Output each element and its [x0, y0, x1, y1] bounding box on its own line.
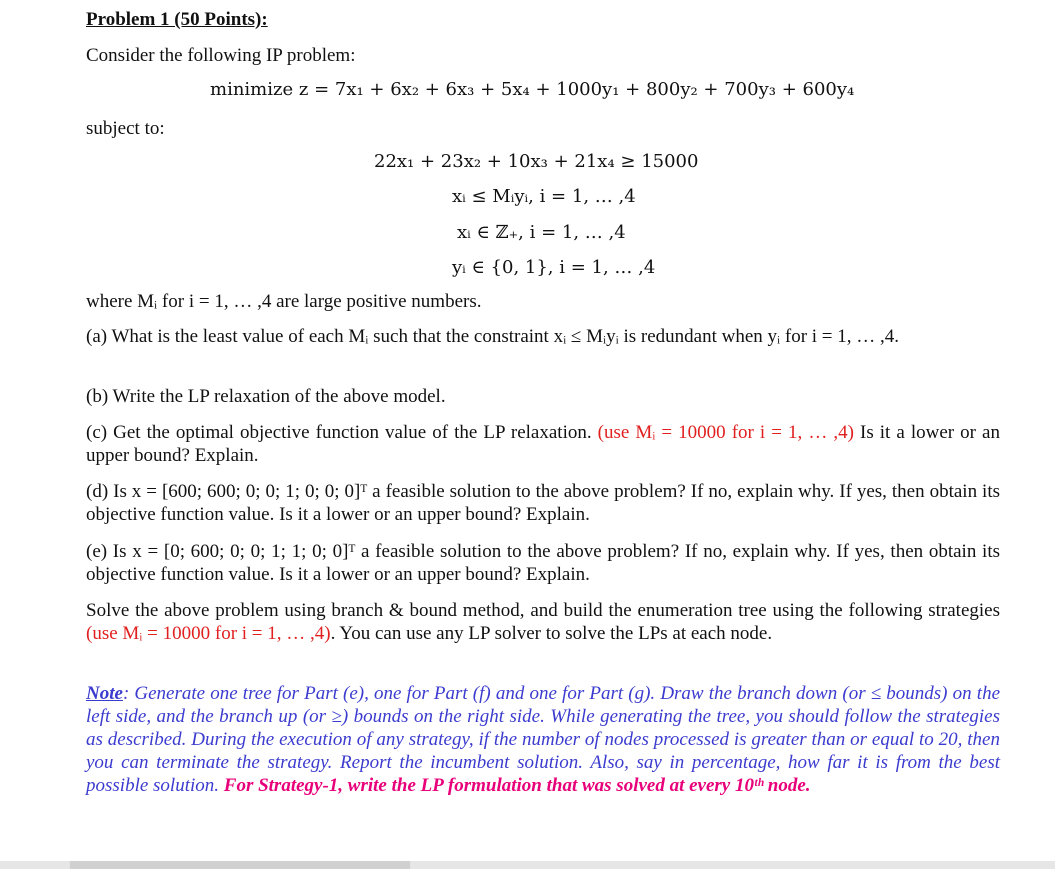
note-strategy-1: For Strategy-1, write the LP formulation that was solved at every 10ᵗʰ node.	[223, 775, 811, 796]
constraint-capacity: 22x₁ + 23x₂ + 10x₃ + 21x₄ ≥ 15000	[374, 151, 699, 172]
constraint-binary: yᵢ ∈ {0, 1}, i = 1, … ,4	[452, 257, 656, 278]
intro-text: Consider the following IP problem:	[86, 45, 356, 66]
part-c-question: Is it a lower or an upper bound? Explain.	[86, 422, 1000, 466]
part-b: (b) Write the LP relaxation of the above model.	[86, 386, 446, 407]
solve-m-value: (use Mᵢ = 10000 for i = 1, … ,4)	[86, 623, 331, 644]
subject-to-label: subject to:	[86, 118, 165, 139]
solve-tail: . You can use any LP solver to solve the LPs at each node.	[330, 623, 773, 644]
part-c-text: (c) Get the optimal objective function value of the LP relaxation.	[86, 422, 598, 443]
where-text: where Mᵢ for i = 1, … ,4 are large positive numbers.	[86, 291, 482, 312]
note-label: Note	[86, 683, 123, 704]
part-c-m-value: (use Mᵢ = 10000 for i = 1, … ,4)	[597, 422, 854, 443]
constraint-linking: xᵢ ≤ Mᵢyᵢ, i = 1, … ,4	[452, 186, 636, 207]
part-e: (e) Is x = [0; 600; 0; 0; 1; 1; 0; 0]ᵀ a feasible solution to the above problem? If no, explain why. If yes, then obtain its objective function value. Is it a lower or an upper bound? Explain.	[86, 541, 1000, 585]
solve-instructions	[86, 599, 1000, 645]
horizontal-scrollbar[interactable]	[0, 861, 1055, 869]
part-a: (a) What is the least value of each Mᵢ such that the constraint xᵢ ≤ Mᵢyᵢ is redundant when yᵢ for i = 1, … ,4.	[86, 326, 900, 347]
objective-function: minimize z = 7x₁ + 6x₂ + 6x₃ + 5x₄ + 1000y₁ + 800y₂ + 700y₃ + 600y₄	[210, 79, 855, 100]
part-d: (d) Is x = [600; 600; 0; 0; 1; 0; 0; 0]ᵀ a feasible solution to the above problem? If no, explain why. If yes, then obtain its objective function value. Is it a lower or an upper bound? Explain.	[86, 481, 1000, 525]
note-body: : Generate one tree for Part (e), one for Part (f) and one for Part (g). Draw the branch down (or ≤ bounds) on the left side, and the branch up (or ≥) bounds on the right side. While generating the tree, you should follow the strategies as described. During the execution of any strategy, if the number of nodes processed is greater than or equal to 20, then you can terminate the strategy. Report the incumbent solution. Also, say in percentage, how far it is from the best possible solution.	[86, 683, 1000, 796]
note-block	[86, 682, 1000, 797]
constraint-integer: xᵢ ∈ ℤ₊, i = 1, … ,4	[457, 222, 626, 243]
problem-title: Problem 1 (50 Points):	[86, 9, 268, 30]
part-c	[86, 421, 1000, 467]
solve-text: Solve the above problem using branch & bound method, and build the enumeration tree using the following strategies	[86, 600, 1000, 621]
scrollbar-thumb[interactable]	[70, 861, 410, 869]
